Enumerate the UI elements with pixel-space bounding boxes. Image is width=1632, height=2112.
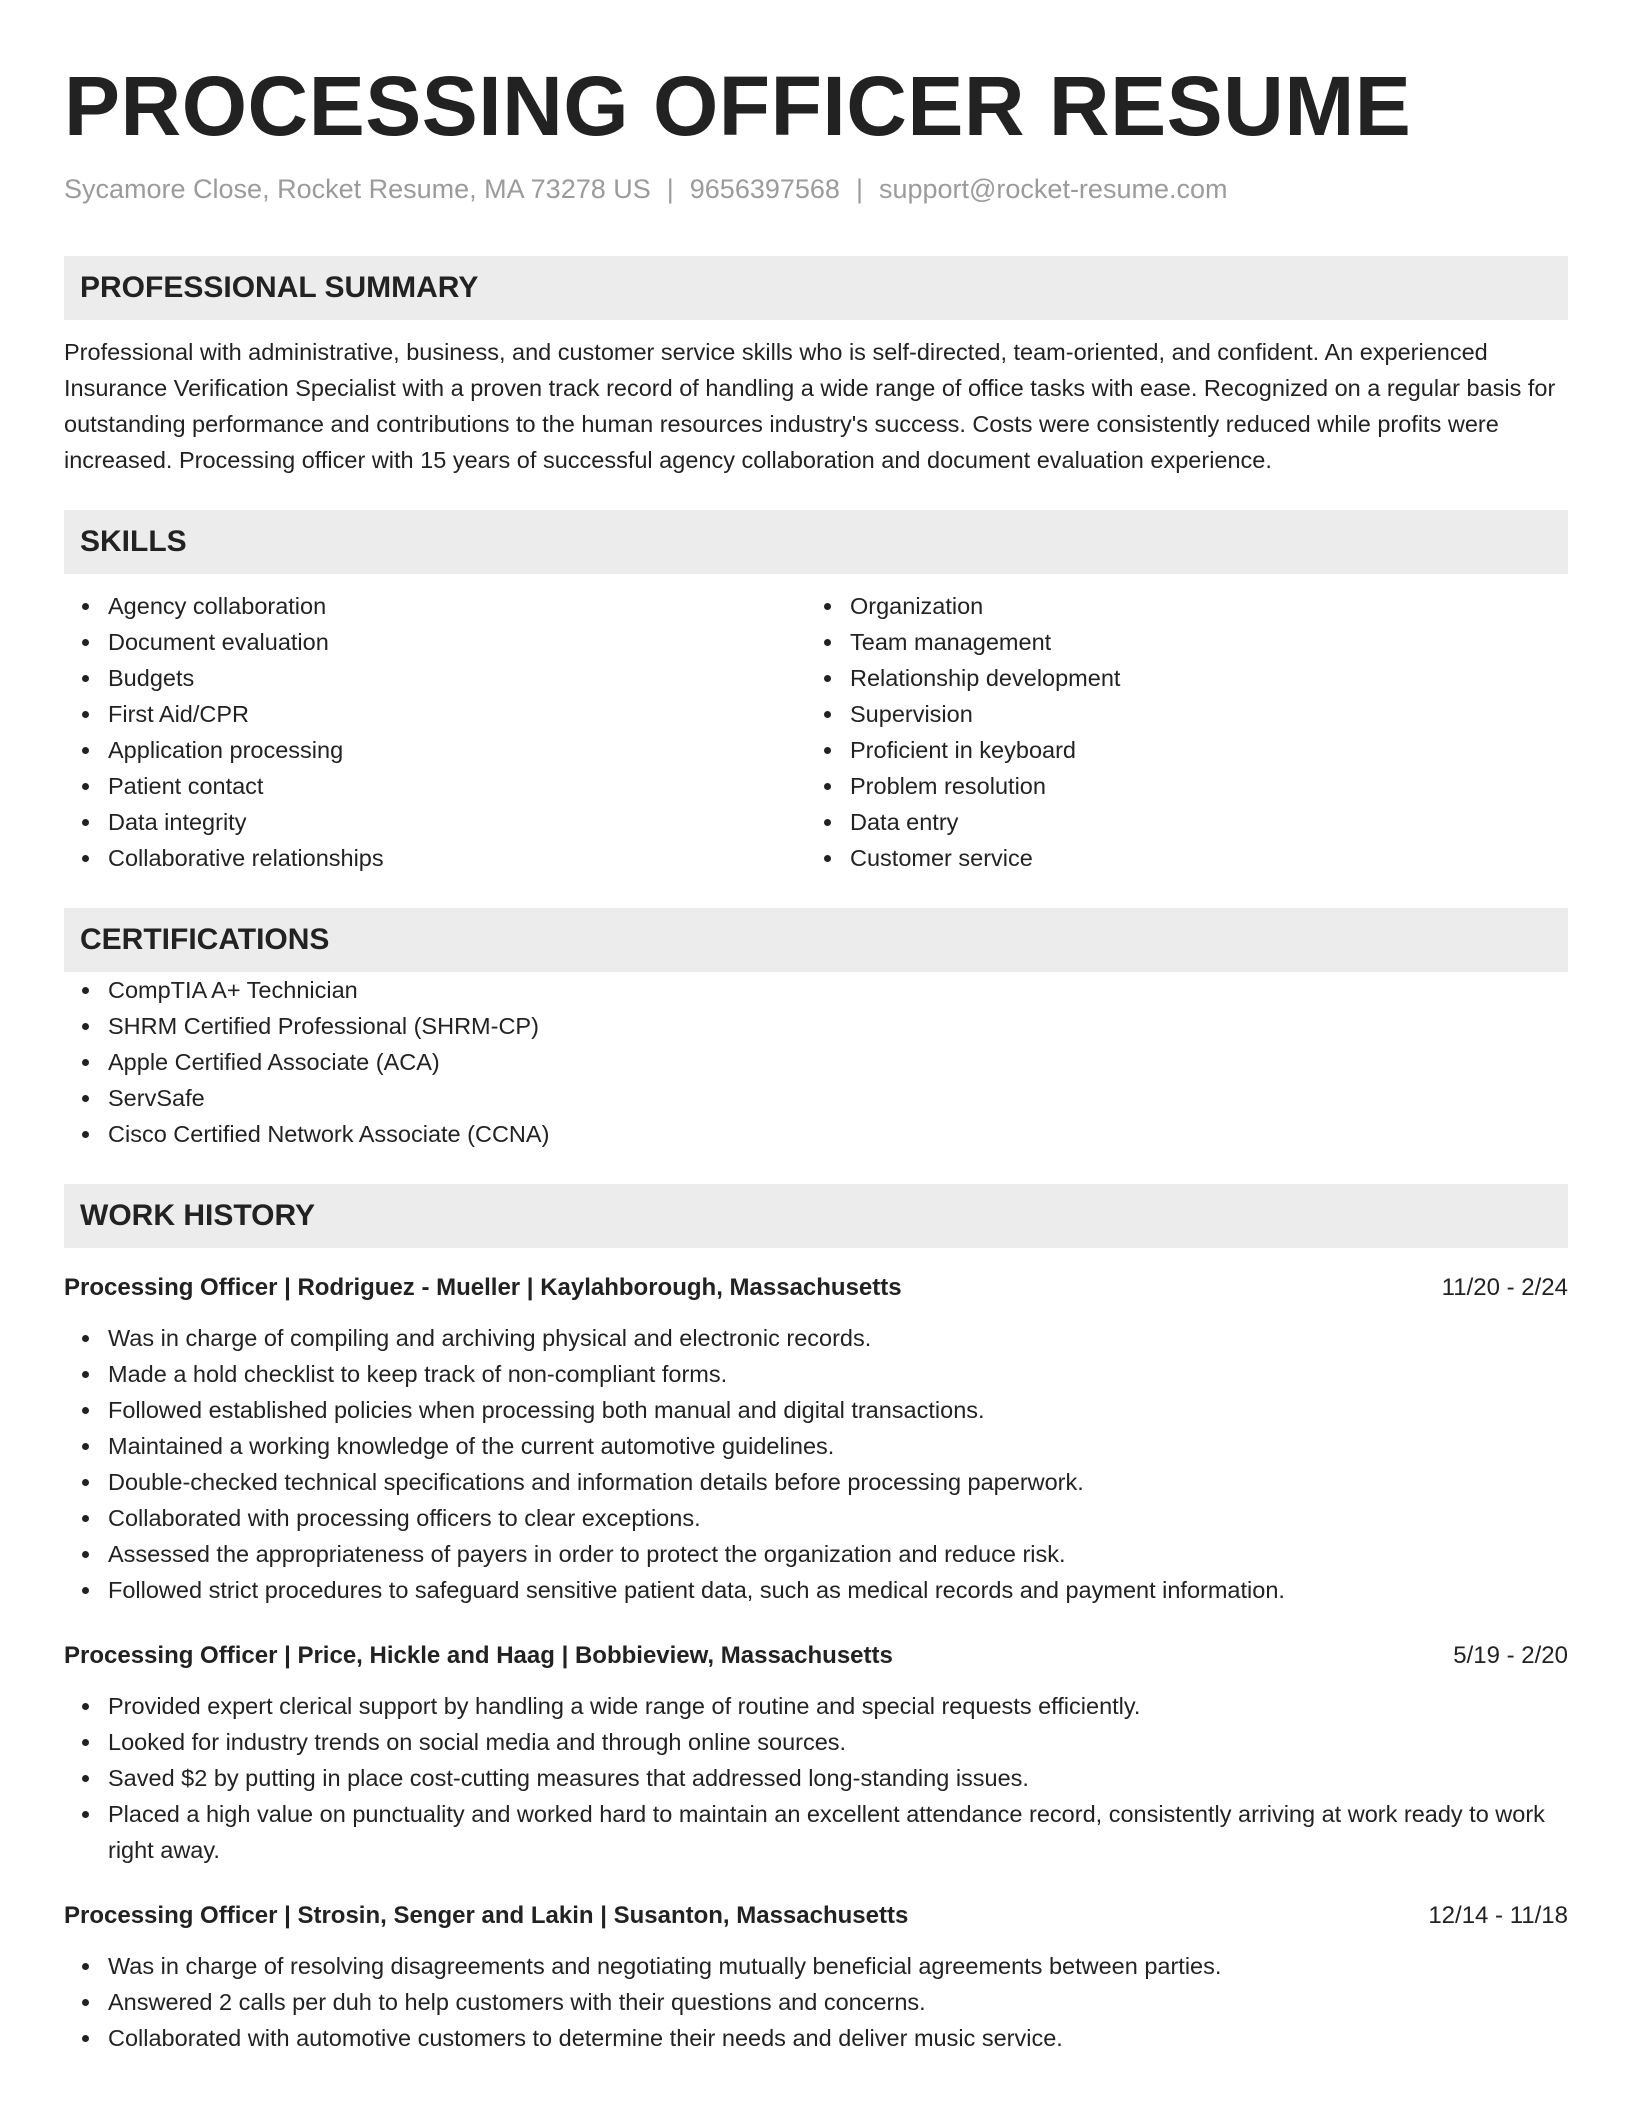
job-duty: Was in charge of compiling and archiving physical and electronic records. bbox=[108, 1320, 1568, 1356]
job-duty: Double-checked technical specifications and information details before processing paperwork. bbox=[108, 1464, 1568, 1500]
job-header bbox=[64, 1638, 1568, 1674]
job-duty: Made a hold checklist to keep track of non-compliant forms. bbox=[108, 1356, 1568, 1392]
skill-item: Application processing bbox=[108, 732, 806, 768]
certification-item: SHRM Certified Professional (SHRM-CP) bbox=[108, 1008, 1568, 1044]
section-header-work-history: WORK HISTORY bbox=[64, 1184, 1568, 1248]
job-duty: Was in charge of resolving disagreements and negotiating mutually beneficial agreements between parties. bbox=[108, 1948, 1568, 1984]
contact-separator: | bbox=[666, 174, 674, 204]
skill-item: Organization bbox=[850, 588, 1548, 624]
job-title: Processing Officer | Price, Hickle and Haag | Bobbieview, Massachusetts bbox=[64, 1642, 893, 1669]
job-duties-list bbox=[64, 1688, 1568, 1868]
certification-item: Cisco Certified Network Associate (CCNA) bbox=[108, 1116, 1568, 1152]
skill-item: Relationship development bbox=[850, 660, 1548, 696]
skill-item: Data entry bbox=[850, 804, 1548, 840]
certification-item: ServSafe bbox=[108, 1080, 1568, 1116]
skills-columns bbox=[64, 588, 1568, 876]
certifications-list bbox=[64, 972, 1568, 1152]
job-duties-list bbox=[64, 1320, 1568, 1608]
contact-phone: 9656397568 bbox=[689, 174, 840, 204]
skills-list-right bbox=[806, 588, 1548, 876]
skills-list-left bbox=[64, 588, 806, 876]
job-duty: Looked for industry trends on social media and through online sources. bbox=[108, 1724, 1568, 1760]
skill-item: Customer service bbox=[850, 840, 1548, 876]
contact-address: Sycamore Close, Rocket Resume, MA 73278 US bbox=[64, 174, 651, 204]
contact-separator: | bbox=[855, 174, 863, 204]
resume-title: PROCESSING OFFICER RESUME bbox=[64, 59, 1412, 153]
skill-item: Document evaluation bbox=[108, 624, 806, 660]
certification-item: CompTIA A+ Technician bbox=[108, 972, 1568, 1008]
skill-item: Proficient in keyboard bbox=[850, 732, 1548, 768]
job-duty: Followed strict procedures to safeguard sensitive patient data, such as medical records and payment information. bbox=[108, 1572, 1568, 1608]
job-title: Processing Officer | Strosin, Senger and Lakin | Susanton, Massachusetts bbox=[64, 1902, 909, 1929]
contact-email: support@rocket-resume.com bbox=[878, 174, 1228, 204]
job-header bbox=[64, 1898, 1568, 1934]
skill-item: Supervision bbox=[850, 696, 1548, 732]
skill-item: First Aid/CPR bbox=[108, 696, 806, 732]
job-entry bbox=[64, 1638, 1568, 1868]
skill-item: Budgets bbox=[108, 660, 806, 696]
job-duty: Provided expert clerical support by handling a wide range of routine and special requests efficiently. bbox=[108, 1688, 1568, 1724]
job-dates: 12/14 - 11/18 bbox=[1428, 1902, 1568, 1929]
job-header bbox=[64, 1270, 1568, 1306]
section-header-professional-summary: PROFESSIONAL SUMMARY bbox=[64, 256, 1568, 320]
skill-item: Data integrity bbox=[108, 804, 806, 840]
job-entry bbox=[64, 1270, 1568, 1608]
job-duty: Collaborated with automotive customers to determine their needs and deliver music service. bbox=[108, 2020, 1568, 2056]
job-duty: Placed a high value on punctuality and worked hard to maintain an excellent attendance record, consistently arriving at work ready to work right away. bbox=[108, 1796, 1568, 1868]
job-duty: Maintained a working knowledge of the current automotive guidelines. bbox=[108, 1428, 1568, 1464]
contact-line bbox=[64, 172, 1568, 206]
certification-item: Apple Certified Associate (ACA) bbox=[108, 1044, 1568, 1080]
job-dates: 5/19 - 2/20 bbox=[1453, 1642, 1568, 1669]
job-title: Processing Officer | Rodriguez - Mueller | Kaylahborough, Massachusetts bbox=[64, 1274, 902, 1301]
summary-paragraph: Professional with administrative, business, and customer service skills who is self-directed, team-oriented, and confident. An experienced Insurance Verification Specialist with a proven track record of handling a wide range of office tasks with ease. Recognized on a regular basis for outstanding performance and contributions to the human resources industry's success. Costs were consistently reduced while profits were increased. Processing officer with 15 years of successful agency collaboration and document evaluation experience. bbox=[64, 339, 1556, 473]
skill-item: Problem resolution bbox=[850, 768, 1548, 804]
job-duty: Saved $2 by putting in place cost-cutting measures that addressed long-standing issues. bbox=[108, 1760, 1568, 1796]
skill-item: Agency collaboration bbox=[108, 588, 806, 624]
skill-item: Team management bbox=[850, 624, 1548, 660]
section-header-certifications: CERTIFICATIONS bbox=[64, 908, 1568, 972]
job-duty: Followed established policies when processing both manual and digital transactions. bbox=[108, 1392, 1568, 1428]
skill-item: Patient contact bbox=[108, 768, 806, 804]
job-duty: Answered 2 calls per duh to help customers with their questions and concerns. bbox=[108, 1984, 1568, 2020]
section-header-skills: SKILLS bbox=[64, 510, 1568, 574]
job-duties-list bbox=[64, 1948, 1568, 2056]
skill-item: Collaborative relationships bbox=[108, 840, 806, 876]
resume-page bbox=[64, 0, 1568, 2056]
job-entry bbox=[64, 1898, 1568, 2056]
job-duty: Collaborated with processing officers to clear exceptions. bbox=[108, 1500, 1568, 1536]
job-dates: 11/20 - 2/24 bbox=[1441, 1274, 1568, 1301]
job-duty: Assessed the appropriateness of payers in order to protect the organization and reduce risk. bbox=[108, 1536, 1568, 1572]
